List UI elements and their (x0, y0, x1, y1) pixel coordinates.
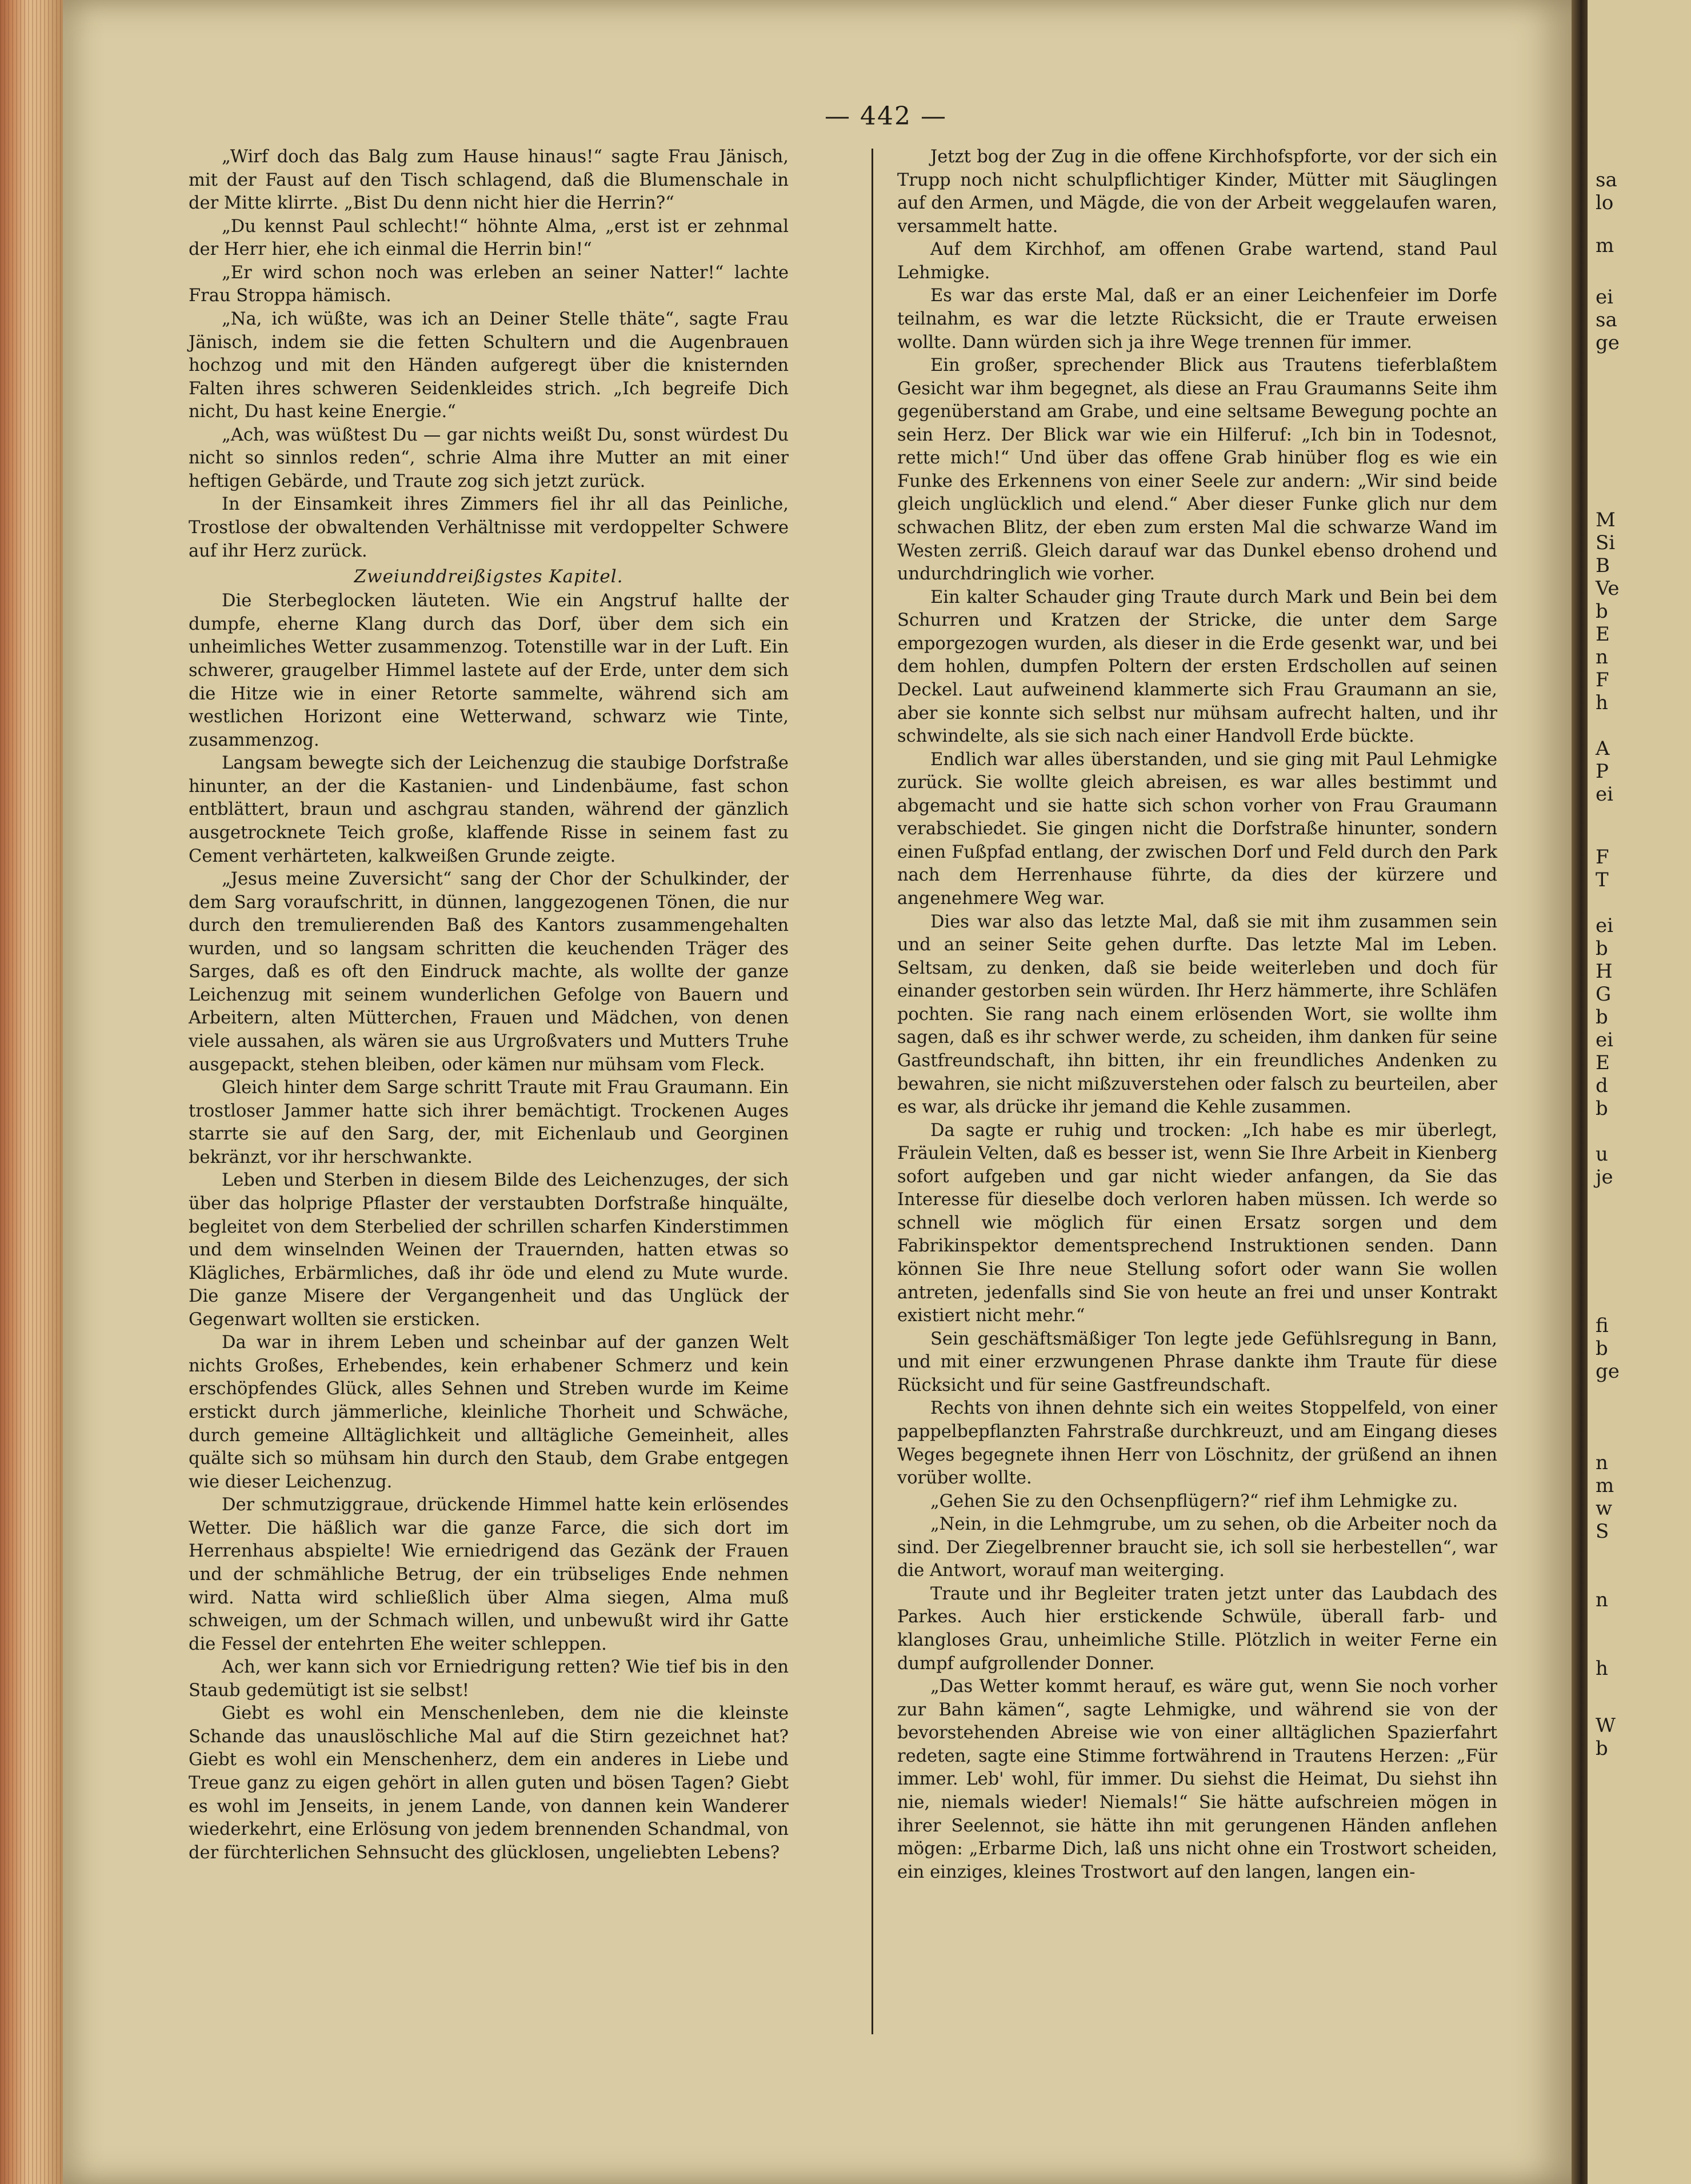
paragraph: Der schmutziggraue, drückende Himmel hatte kein erlösendes Wetter. Die häßlich war die ganze Farce, die sich dort im Herrenhaus abspielte! Wie erniedrigend das Gezänk der Frauen und der schmähliche Betrug, der ein trübseliges Ende nehmen wird. Natta wird schließlich über Alma siegen, Alma muß schweigen, um der Schmach willen, und unbewußt wird ihr Gatte die Fessel der entehrten Ehe weiter schleppen. (189, 1495, 789, 1654)
next-page-fragment: W (1596, 1714, 1616, 1737)
column-divider (872, 149, 873, 2034)
next-page-fragment: Si (1596, 531, 1616, 554)
paragraph: „Du kennst Paul schlecht!“ höhnte Alma, „erst ist er zehnmal der Herr hier, ehe ich einmal die Herrin bin!“ (189, 216, 789, 260)
next-page-fragment: b (1596, 1097, 1608, 1120)
paragraph: Auf dem Kirchhof, am offenen Grabe wartend, stand Paul Lehmigke. (897, 239, 1497, 283)
paragraph: Langsam bewegte sich der Leichenzug die staubige Dorfstraße hinunter, an der die Kastanien- und Lindenbäume, fast schon entblättert, braun und aschgrau standen, während der gänzlich ausgetrocknete Teich große, klaffende Risse in seinem fast zu Cement verhärteten, kalkweißen Grunde zeigte. (189, 753, 789, 866)
paragraph: Dies war also das letzte Mal, daß sie mit ihm zusammen sein und an seiner Seite gehen durfte. Das letzte Mal im Leben. Seltsam, zu denken, daß sie beide weiterleben und doch für einander gestorben sein würden. Ihr Herz hämmerte, ihre Schläfen pochten. Sie rang nach einem erlösenden Wort, sie wollte ihm sagen, daß es ihr schwer werde, zu scheiden, ihm danken für seine Gastfreundschaft, ihn bitten, ihr ein freundliches Andenken zu bewahren, sie nicht mißzuverstehen oder falsch zu beurteilen, aber es war, als drücke ihr jemand die Kehle zusammen. (897, 911, 1497, 1118)
next-page-fragment: ge (1596, 1360, 1620, 1383)
paragraph: Es war das erste Mal, daß er an einer Leichenfeier im Dorfe teilnahm, es war die letzte Rücksicht, die er Traute erweisen wollte. Dann würden sich ja ihre Wege trennen für immer. (897, 286, 1497, 353)
book-gutter (1572, 0, 1588, 2184)
paragraph: Endlich war alles überstanden, und sie ging mit Paul Lehmigke zurück. Sie wollte gleich abreisen, es war alles bestimmt und abgemacht und sie hatte sich schon vorher von Frau Graumann verabschiedet. Sie gingen nicht die Dorfstraße hinunter, sondern einen Fußpfad entlang, der zwischen Dorf und Feld durch den Park nach dem Herrenhause führte, da dies der kürzere und angenehmere Weg war. (897, 749, 1497, 909)
next-page-fragment: F (1596, 846, 1609, 869)
paragraph: Giebt es wohl ein Menschenleben, dem nie die kleinste Schande das unauslöschliche Mal auf die Stirn gezeichnet hat? Giebt es wohl ein Menschenherz, dem ein anderes in Liebe und Treue ganz zu eigen gehört in allen guten und bösen Tagen? Giebt es wohl im Jenseits, in jenem Lande, von dannen kein Wanderer wiederkehrt, eine Erlösung von jedem brennenden Schandmal, von der fürchterlichen Sehnsucht des glücklosen, ungeliebten Lebens? (189, 1703, 789, 1863)
next-page-edge (1588, 0, 1691, 2184)
paragraph: Rechts von ihnen dehnte sich ein weites Stoppelfeld, von einer pappelbepflanzten Fahrstraße durchkreuzt, und am Eingang dieses Weges begegnete ihnen Herr von Löschnitz, der grüßend an ihnen vorüber wollte. (897, 1398, 1497, 1489)
left-column (189, 146, 789, 1865)
paragraph: „Das Wetter kommt herauf, es wäre gut, wenn Sie noch vorher zur Bahn kämen“, sagte Lehmigke, und während sie von der bevorstehenden Abreise wie von einer alltäglichen Spazierfahrt redeten, sagte eine Stimme fortwährend in Trautens Herzen: „Für immer. Leb' wohl, für immer. Du siehst die Heimat, Du siehst ihn nie, niemals wieder! Niemals!“ Sie hätte aufschreien mögen in ihrer Seelennot, sie hätte ihn mit gerungenen Händen anflehen mögen: „Erbarme Dich, laß uns nicht ohne ein Trostwort scheiden, ein einziges, kleines Trostwort auf den langen, langen ein- (897, 1677, 1497, 1882)
next-page-fragment: sa (1596, 169, 1617, 191)
paragraph: Ein großer, sprechender Blick aus Trautens tieferblaßtem Gesicht war ihm begegnet, als diese an Frau Graumanns Seite ihm gegenüberstand am Grabe, und eine seltsame Bewegung pochte an sein Herz. Der Blick war wie ein Hilferuf: „Ich bin in Todesnot, rette mich!“ Und über das offene Grab hinüber flog es wie ein Funke des Erkennens von einer Seele zur andern: „Wir sind beide gleich unglücklich und elend.“ Aber dieser Funke glich nur dem schwachen Blitz, der eben zum ersten Mal die schwarze Wand im Westen zerriß. Gleich darauf war das Dunkel ebenso drohend und undurchdringlich wie vorher. (897, 355, 1497, 585)
paragraph: Leben und Sterben in diesem Bilde des Leichenzuges, der sich über das holprige Pflaster der verstaubten Dorfstraße hinquälte, begleitet von dem Sterbelied der schrillen scharfen Kinderstimmen und dem winselnden Weinen der Trauernden, hatten etwas so Klägliches, Erbärmliches, daß ihr öde und elend zu Mute wurde. Die ganze Misere der Vergangenheit und das Unglück der Gegenwart wollten sie ersticken. (189, 1170, 789, 1330)
next-page-fragment: lo (1596, 191, 1614, 214)
paragraph: „Ach, was wüßtest Du — gar nichts weißt Du, sonst würdest Du nicht so sinnlos reden“, schrie Alma ihre Mutter an mit einer heftigen Gebärde, und Traute zog sich jetzt zurück. (189, 425, 789, 491)
next-page-fragment: w (1596, 1497, 1613, 1520)
next-page-fragment: H (1596, 960, 1613, 983)
paragraph: „Nein, in die Lehmgrube, um zu sehen, ob die Arbeiter noch da sind. Der Ziegelbrenner braucht sie, ich soll sie herbestellen“, war die Antwort, worauf man weiterging. (897, 1514, 1497, 1581)
next-page-fragment: ei (1596, 783, 1613, 806)
paragraph: Jetzt bog der Zug in die offene Kirchhofspforte, vor der sich ein Trupp noch nicht schulpflichtiger Kinder, Mütter mit Säuglingen auf den Armen, und Mägde, die von der Arbeit weggelaufen waren, versammelt hatte. (897, 147, 1497, 237)
paragraph: Die Sterbeglocken läuteten. Wie ein Angstruf hallte der dumpfe, eherne Klang durch das Dorf, über dem sich ein unheimliches Wetter zusammenzog. Totenstille war in der Luft. Ein schwerer, graugelber Himmel lastete auf der Erde, unter dem sich die Hitze wie in einer Retorte sammelte, während sich am westlichen Horizont eine Wetterwand, schwarz wie Tinte, zusammenzog. (189, 591, 789, 750)
paragraph: „Na, ich wüßte, was ich an Deiner Stelle thäte“, sagte Frau Jänisch, indem sie die fetten Schultern und die Augenbrauen hochzog und mit den Händen aufgeregt über die knisternden Falten ihres schweren Seidenkleides strich. „Ich begreife Dich nicht, Du hast keine Energie.“ (189, 309, 789, 422)
next-page-fragment: P (1596, 760, 1609, 783)
paragraph: Ein kalter Schauder ging Traute durch Mark und Bein bei dem Schurren und Kratzen der Stricke, die unter dem Sarge emporgezogen wurden, als dieser in die Erde gesenkt war, und bei dem hohlen, dumpfen Poltern der ersten Erdschollen auf seinen Deckel. Laut aufweinend klammerte sich Frau Graumann an sie, aber sie konnte sich selbst nur mühsam aufrecht halten, und ihr schwindelte, als sie sich nach einer Handvoll Erde bückte. (897, 587, 1497, 747)
chapter-heading: Zweiunddreißigstes Kapitel. (354, 566, 623, 587)
paragraph: „Jesus meine Zuversicht“ sang der Chor der Schulkinder, der dem Sarg voraufschritt, in dünnen, langgezogenen Tönen, die nur durch den tremulierenden Baß des Kantors zusammengehalten wurden, und so langsam schritten die keuchenden Träger des Sarges, daß es oft den Eindruck machte, als wollte der ganze Leichenzug mit seinem wunderlichen Gefolge von Bauern und Arbeitern, alten Mütterchen, Frauen und Mädchen, von denen viele aussahen, als wären sie aus Urgroßvaters und Mutters Truhe ausgepackt, stehen bleiben, oder kämen nur mühsam vom Fleck. (189, 869, 789, 1075)
next-page-fragment: E (1596, 1051, 1610, 1074)
next-page-fragment: u (1596, 1143, 1608, 1166)
next-page-fragment: ge (1596, 331, 1620, 354)
paragraph: „Gehen Sie zu den Ochsenpflügern?“ rief ihm Lehmigke zu. (930, 1491, 1458, 1511)
next-page-fragment: fi (1596, 1314, 1609, 1337)
next-page-fragment: sa (1596, 309, 1617, 331)
paragraph: Da sagte er ruhig und trocken: „Ich habe es mir überlegt, Fräulein Velten, daß es besser ist, wenn Sie Ihre Arbeit in Kienberg sofort aufgeben und gar nicht wieder anfangen, da Sie das Interesse für dieselbe doch verloren haben müssen. Ich werde so schnell wie möglich für einen Ersatz sorgen und dem Fabrikinspektor dementsprechend Instruktionen senden. Dann können Sie Ihre neue Stellung sofort oder wann Sie wollen antreten, jedenfalls sind Sie von heute an frei und unser Kontrakt existiert nicht mehr.“ (897, 1120, 1497, 1326)
paragraph: Ach, wer kann sich vor Erniedrigung retten? Wie tief bis in den Staub gedemütigt ist sie selbst! (189, 1657, 789, 1701)
paragraph: In der Einsamkeit ihres Zimmers fiel ihr all das Peinliche, Trostlose der obwaltenden Verhältnisse mit verdoppelter Schwere auf ihr Herz zurück. (189, 494, 789, 561)
next-page-fragment: A (1596, 737, 1610, 760)
next-page-fragment: n (1596, 1451, 1608, 1474)
next-page-fragment: h (1596, 691, 1608, 714)
next-page-fragment: B (1596, 554, 1610, 577)
next-page-fragment: S (1596, 1520, 1609, 1543)
next-page-fragment: F (1596, 669, 1609, 691)
next-page-fragment: n (1596, 1589, 1608, 1611)
next-page-fragment: b (1596, 600, 1608, 623)
next-page-fragment: b (1596, 1737, 1608, 1760)
next-page-fragment: ei (1596, 914, 1613, 937)
next-page-fragment: T (1596, 869, 1609, 891)
next-page-fragment: ei (1596, 286, 1613, 309)
right-column (897, 146, 1497, 1884)
next-page-fragment: M (1596, 509, 1616, 531)
next-page-fragment: m (1596, 234, 1614, 257)
next-page-fragment: G (1596, 983, 1612, 1006)
paragraph: Traute und ihr Begleiter traten jetzt unter das Laubdach des Parkes. Auch hier erstickende Schwüle, überall farb- und klangloses Grau, unheimliche Stille. Plötzlich in weiter Ferne ein dumpf aufgrollender Donner. (897, 1583, 1497, 1674)
paragraph: Da war in ihrem Leben und scheinbar auf der ganzen Welt nichts Großes, Erhebendes, kein erhabener Schmerz und kein erschöpfendes Glück, alles Sehnen und Streben wurde im Keime erstickt durch jämmerliche, kleinliche Thorheit und Schwäche, durch gemeine Alltäglichkeit und alltägliche Gemeinheit, alles quälte sich so mühsam hin durch den Staub, dem Grabe entgegen wie dieser Leichenzug. (189, 1333, 789, 1492)
next-page-fragment: Ve (1596, 577, 1620, 600)
paragraph: Gleich hinter dem Sarge schritt Traute mit Frau Graumann. Ein trostloser Jammer hatte sich ihrer bemächtigt. Trockenen Auges starrte sie auf den Sarg, der, mit Eichenlaub und Georginen bekränzt, vor ihr herschwankte. (189, 1078, 789, 1167)
next-page-fragment: b (1596, 1337, 1608, 1360)
next-page-fragment: je (1596, 1166, 1613, 1189)
next-page-fragment: h (1596, 1657, 1608, 1680)
next-page-fragment: m (1596, 1474, 1614, 1497)
book-page-edges (0, 0, 63, 2184)
next-page-fragment: ei (1596, 1029, 1613, 1051)
page-number: — 442 — (825, 102, 947, 131)
next-page-fragment: n (1596, 646, 1608, 669)
paragraph: „Er wird schon noch was erleben an seiner Natter!“ lachte Frau Stroppa hämisch. (189, 262, 789, 306)
next-page-fragment: E (1596, 623, 1610, 646)
next-page-fragment: d (1596, 1074, 1608, 1097)
paragraph: Sein geschäftsmäßiger Ton legte jede Gefühlsregung in Bann, und mit einer erzwungenen Phrase dankte ihm Traute für diese Rücksicht und für seine Gastfreundschaft. (897, 1329, 1497, 1395)
paragraph: „Wirf doch das Balg zum Hause hinaus!“ sagte Frau Jänisch, mit der Faust auf den Tisch schlagend, daß die Blumenschale in der Mitte klirrte. „Bist Du denn nicht hier die Herrin?“ (189, 147, 789, 214)
next-page-fragment: b (1596, 937, 1608, 960)
next-page-fragment: b (1596, 1006, 1608, 1029)
